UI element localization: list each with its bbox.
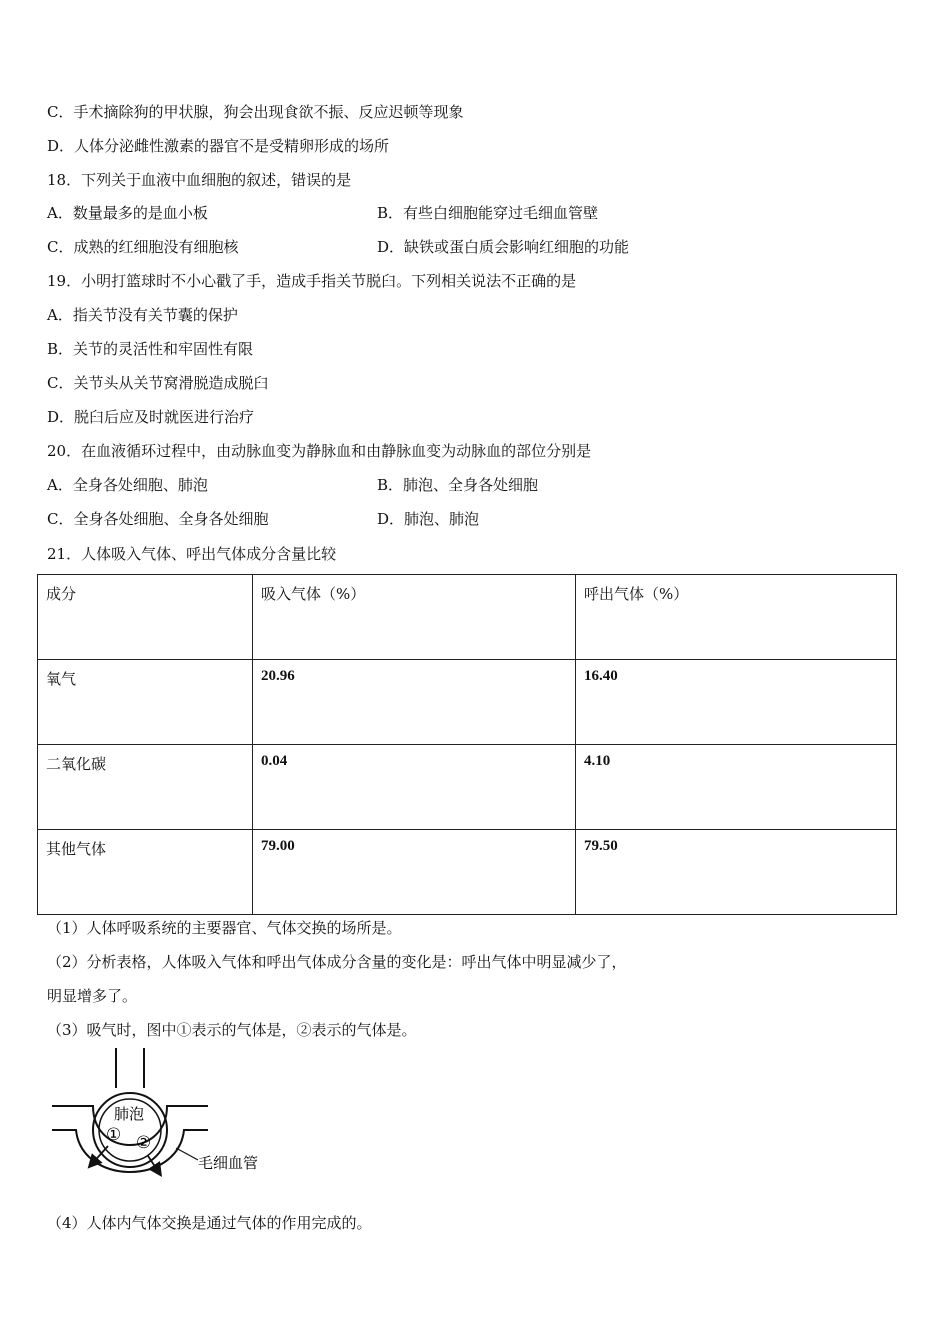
q19-stem: 19．小明打篮球时不小心戳了手，造成手指关节脱臼。下列相关说法不正确的是 [47, 272, 577, 290]
table-row [38, 745, 897, 830]
q17-option-c: C．手术摘除狗的甲状腺，狗会出现食欲不振、反应迟顿等现象 [47, 103, 464, 121]
table-cell-component: 氧气 [38, 660, 253, 745]
table-cell-component: 其他气体 [38, 830, 253, 915]
q20-option-c: C．全身各处细胞、全身各处细胞 [47, 510, 269, 528]
gas-composition-table [37, 574, 897, 915]
q21-sub1: （1）人体呼吸系统的主要器官、气体交换的场所是。 [47, 919, 402, 937]
table-cell-exhaled: 4.10 [576, 745, 897, 830]
q17-option-d: D．人体分泌雌性激素的器官不是受精卵形成的场所 [47, 137, 390, 155]
q21-sub2-line1: （2）分析表格，人体吸入气体和呼出气体成分含量的变化是：呼出气体中明显减少了， [47, 953, 627, 971]
q21-sub3: （3）吸气时，图中①表示的气体是，②表示的气体是。 [47, 1021, 417, 1039]
capillary-label: 毛细血管 [198, 1154, 259, 1172]
table-header-cell: 吸入气体（%） [253, 575, 576, 660]
table-cell-inhaled: 0.04 [253, 745, 576, 830]
table-cell-exhaled: 16.40 [576, 660, 897, 745]
table-cell-component: 二氧化碳 [38, 745, 253, 830]
bronchiole-wall [116, 1048, 144, 1088]
q18-option-d: D．缺铁或蛋白质会影响红细胞的功能 [377, 238, 630, 256]
q20-option-a: A．全身各处细胞、肺泡 [47, 476, 208, 494]
q19-option-a: A．指关节没有关节囊的保护 [47, 306, 238, 324]
q18-stem: 18．下列关于血液中血细胞的叙述，错误的是 [47, 171, 352, 189]
q19-option-b: B．关节的灵活性和牢固性有限 [47, 340, 254, 358]
table-cell-inhaled: 79.00 [253, 830, 576, 915]
q19-option-d: D．脱臼后应及时就医进行治疗 [47, 408, 255, 426]
q18-option-a: A．数量最多的是血小板 [47, 204, 208, 222]
table-row [38, 660, 897, 745]
table-header-cell: 成分 [38, 575, 253, 660]
q21-sub4: （4）人体内气体交换是通过气体的作用完成的。 [47, 1214, 372, 1232]
alveolus-diagram [48, 1048, 272, 1184]
q18-option-c: C．成熟的红细胞没有细胞核 [47, 238, 239, 256]
table-header-cell: 呼出气体（%） [576, 575, 897, 660]
q19-option-c: C．关节头从关节窝滑脱造成脱臼 [47, 374, 269, 392]
marker-2: ② [136, 1133, 152, 1153]
capillary-pointer [176, 1148, 198, 1160]
marker-1: ① [106, 1125, 122, 1145]
table-cell-inhaled: 20.96 [253, 660, 576, 745]
q18-option-b: B．有些白细胞能穿过毛细血管壁 [377, 204, 599, 222]
capillary-lower-wall [52, 1130, 208, 1172]
q21-stem: 21．人体吸入气体、呼出气体成分含量比较 [47, 545, 337, 563]
q20-option-b: B．肺泡、全身各处细胞 [377, 476, 539, 494]
q20-stem: 20．在血液循环过程中，由动脉血变为静脉血和由静脉血变为动脉血的部位分别是 [47, 442, 592, 460]
q21-sub2-line2: 明显增多了。 [47, 987, 138, 1005]
table-header-row [38, 575, 897, 660]
alveolus-label: 肺泡 [114, 1105, 145, 1123]
table-cell-exhaled: 79.50 [576, 830, 897, 915]
table-row [38, 830, 897, 915]
q20-option-d: D．肺泡、肺泡 [377, 510, 480, 528]
